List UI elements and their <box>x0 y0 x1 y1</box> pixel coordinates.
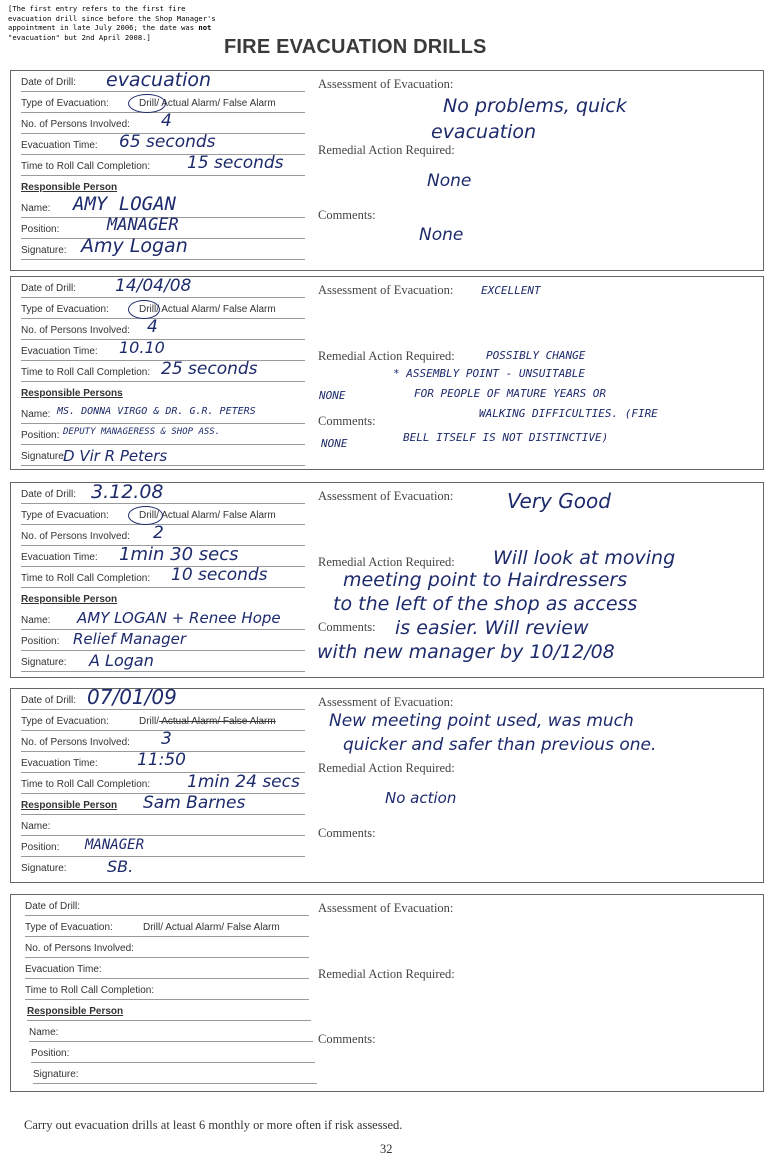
type-row: Type of Evacuation: Drill/ Actual Alarm/ False Alarm <box>21 92 305 113</box>
name-row: Name: <box>29 1021 313 1042</box>
hw-remedial-line2: meeting point to Hairdressers <box>343 569 628 591</box>
page-title: FIRE EVACUATION DRILLS <box>224 36 487 58</box>
type-row: Type of Evacuation: Drill/ Actual Alarm/ False Alarm <box>21 298 305 319</box>
hw-evac-time: 65 seconds <box>119 132 216 152</box>
position-row: Position: <box>21 836 305 857</box>
hw-remedial-line5: BELL ITSELF IS NOT DISTINCTIVE) <box>403 431 609 444</box>
name-row: Name: <box>21 403 305 424</box>
footer-instruction: Carry out evacuation drills at least 6 monthly or more often if risk assessed. <box>24 1118 403 1132</box>
type-row: Type of Evacuation: Drill/ Actual Alarm/ False Alarm <box>21 504 305 525</box>
roll-call-row: Time to Roll Call Completion: <box>21 361 305 382</box>
hw-remedial: None <box>427 171 472 191</box>
hw-name: AMY LOGAN <box>73 193 176 215</box>
date-row: Date of Drill: <box>21 71 305 92</box>
hw-assessment: Very Good <box>507 489 611 513</box>
position-row: Position: <box>31 1042 315 1063</box>
hw-date: 3.12.08 <box>91 481 164 503</box>
hw-responsible-name: Sam Barnes <box>143 793 246 813</box>
hw-roll-call: 25 seconds <box>161 359 258 379</box>
hw-position: MANAGER <box>107 215 179 235</box>
persons-row: No. of Persons Involved: <box>25 937 309 958</box>
hw-date: 07/01/09 <box>87 685 177 709</box>
date-row: Date of Drill: <box>21 483 305 504</box>
responsible-heading: Responsible Person <box>21 794 305 815</box>
remedial-label: Remedial Action Required: <box>318 143 455 157</box>
hw-assessment-line2: quicker and safer than previous one. <box>343 735 657 755</box>
hw-persons: 4 <box>147 317 158 337</box>
hw-date: evacuation <box>106 69 212 91</box>
comments-label: Comments: <box>318 620 376 634</box>
remedial-label: Remedial Action Required: <box>318 761 455 775</box>
hw-remedial-line3: to the left of the shop as access <box>333 593 638 615</box>
hw-remedial-line4: is easier. Will review <box>395 617 589 639</box>
name-row: Name: <box>21 609 305 630</box>
drill-record-5 <box>10 894 764 1092</box>
roll-call-row: Time to Roll Call Completion: <box>21 155 305 176</box>
hw-evac-time: 10.10 <box>119 338 165 357</box>
hw-position: DEPUTY MANAGERESS & SHOP ASS. <box>63 427 221 437</box>
hw-persons: 4 <box>161 111 172 131</box>
position-row: Position: <box>21 630 305 651</box>
drill-record-4 <box>10 685 764 883</box>
signature-row: Signature: <box>21 863 67 874</box>
assessment-label: Assessment of Evacuation: <box>318 283 454 297</box>
roll-call-row: Time to Roll Call Completion: <box>21 567 305 588</box>
position-row: Position: <box>21 218 305 239</box>
date-row: Date of Drill: <box>25 895 309 916</box>
date-row: Date of Drill: <box>21 277 305 298</box>
hw-assessment-line1: New meeting point used, was much <box>329 711 634 731</box>
hw-signature: D Vir R Peters <box>63 447 168 465</box>
name-row: Name: <box>21 197 305 218</box>
remedial-label: Remedial Action Required: <box>318 967 455 981</box>
comments-label: Comments: <box>318 826 376 840</box>
hw-assessment-line1: No problems, quick <box>443 95 627 117</box>
responsible-heading: Responsible Person <box>21 182 118 193</box>
evac-time-row: Evacuation Time: <box>21 134 305 155</box>
roll-call-row: Time to Roll Call Completion: <box>25 979 309 1000</box>
hw-remedial-line3: FOR PEOPLE OF MATURE YEARS OR <box>414 387 607 400</box>
hw-position: Relief Manager <box>73 630 187 648</box>
name-row: Name: <box>21 815 305 836</box>
assessment-label: Assessment of Evacuation: <box>318 77 454 91</box>
hw-persons: 2 <box>153 523 164 543</box>
hw-roll-call: 15 seconds <box>187 153 284 173</box>
hw-roll-call: 10 seconds <box>171 565 268 585</box>
persons-row: No. of Persons Involved: <box>21 525 305 546</box>
evac-time-row: Evacuation Time: <box>21 546 305 567</box>
hw-none-1: NONE <box>319 389 346 402</box>
page-number: 32 <box>380 1142 393 1156</box>
hw-comments: None <box>419 225 464 245</box>
drill-record-3 <box>10 482 764 678</box>
hw-assessment: EXCELLENT <box>481 284 541 297</box>
comments-label: Comments: <box>318 208 376 222</box>
roll-call-row: Time to Roll Call Completion: <box>21 773 305 794</box>
hw-position: MANAGER <box>85 837 145 853</box>
drill-record-2 <box>10 276 764 470</box>
evac-time-row: Evacuation Time: <box>21 752 305 773</box>
evac-time-row: Evacuation Time: <box>21 340 305 361</box>
assessment-label: Assessment of Evacuation: <box>318 489 454 503</box>
signature-row: Signature: <box>21 651 305 672</box>
type-row: Type of Evacuation: Drill/ Actual Alarm/ False Alarm <box>25 916 309 937</box>
responsible-heading: Responsible Person <box>27 1000 311 1021</box>
hw-remedial-line4: WALKING DIFFICULTIES. (FIRE <box>479 407 658 420</box>
hw-name: AMY LOGAN + Renee Hope <box>77 609 281 627</box>
persons-row: No. of Persons Involved: <box>21 113 305 134</box>
hw-evac-time: 11:50 <box>137 750 186 770</box>
comments-label: Comments: <box>318 414 376 428</box>
hw-name: MS. DONNA VIRGO & DR. G.R. PETERS <box>57 406 256 417</box>
position-row: Position: <box>21 424 305 445</box>
remedial-label: Remedial Action Required: <box>318 555 455 569</box>
date-row: Date of Drill: <box>21 689 305 710</box>
hw-remedial-line2: * ASSEMBLY POINT - UNSUITABLE <box>393 367 586 380</box>
hw-remedial-line1: POSSIBLY CHANGE <box>486 349 586 362</box>
persons-row: No. of Persons Involved: <box>21 731 305 752</box>
hw-remedial-line5: with new manager by 10/12/08 <box>317 641 615 663</box>
hw-signature: Amy Logan <box>81 235 188 257</box>
type-row: Type of Evacuation: Drill/ Actual Alarm/ False Alarm <box>21 710 305 731</box>
responsible-heading: Responsible Person <box>21 594 118 605</box>
hw-signature: A Logan <box>89 651 154 670</box>
hw-remedial: No action <box>385 789 457 807</box>
comments-label: Comments: <box>318 1032 376 1046</box>
hw-remedial-line1: Will look at moving <box>493 547 676 569</box>
signature-row: Signature: <box>33 1063 317 1084</box>
assessment-label: Assessment of Evacuation: <box>318 901 454 915</box>
hw-date: 14/04/08 <box>115 276 192 296</box>
assessment-label: Assessment of Evacuation: <box>318 695 454 709</box>
responsible-heading: Responsible Persons <box>21 388 123 399</box>
remedial-label: Remedial Action Required: <box>318 349 455 363</box>
hw-roll-call: 1min 24 secs <box>187 772 300 792</box>
editorial-note: [The first entry refers to the first fire evacuation drill since before the Shop Manager's appointment in late July 2006; the date was not "evacuation" but 2nd April 2008.] <box>8 4 216 42</box>
hw-evac-time: 1min 30 secs <box>119 544 239 565</box>
persons-row: No. of Persons Involved: <box>21 319 305 340</box>
hw-none-2: NONE <box>321 437 348 450</box>
hw-persons: 3 <box>161 729 172 749</box>
evac-time-row: Evacuation Time: <box>25 958 309 979</box>
drill-record-1 <box>10 70 764 271</box>
hw-assessment-line2: evacuation <box>431 121 537 143</box>
hw-signature: SB. <box>107 857 134 876</box>
signature-row: Signature: <box>21 445 305 466</box>
signature-row: Signature: <box>21 239 305 260</box>
